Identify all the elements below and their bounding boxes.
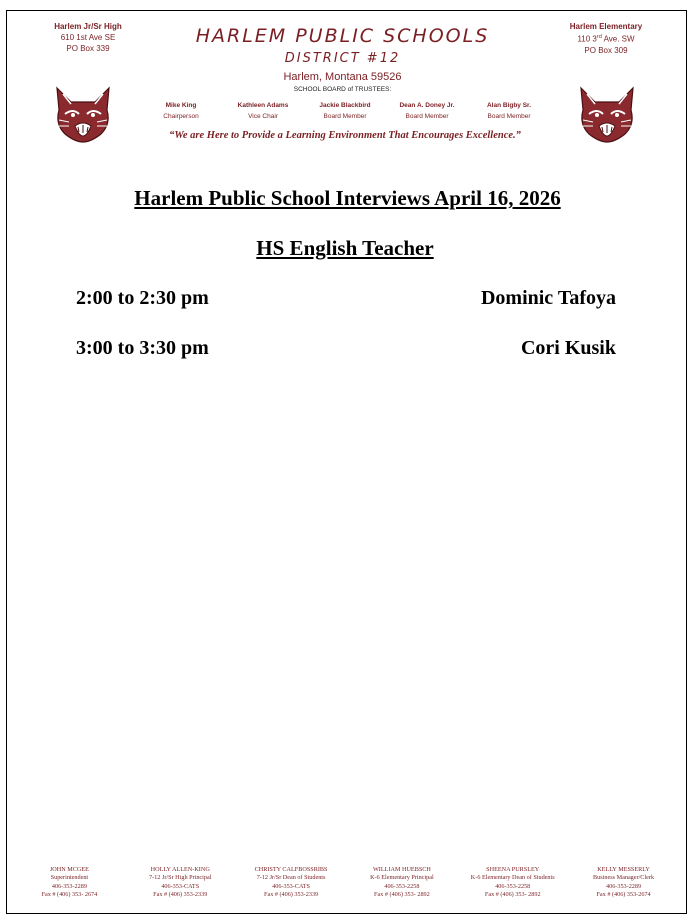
staff-phone: 406-353-2258 (495, 882, 531, 890)
trustee-role: Board Member (487, 113, 531, 120)
candidate-name: Cori Kusik (520, 337, 616, 359)
staff-phone: 406-353-2258 (384, 882, 420, 890)
trustee-name: Alan Bigby Sr. (486, 102, 532, 109)
staff-fax: Fax # (406) 353- 2674 (41, 891, 98, 899)
trustee-role: Chairperson (163, 113, 199, 120)
staff-contact (457, 866, 568, 900)
trustee-role: Board Member (405, 113, 449, 120)
staff-phone: 406-353-CATS (161, 882, 200, 890)
staff-fax: Fax # (406) 353- 2892 (484, 891, 541, 899)
staff-footer (14, 866, 679, 900)
interview-slot (76, 337, 616, 360)
interview-slot (76, 287, 616, 310)
staff-title: Business Manager/Clerk (593, 874, 655, 882)
trustee-name: Jackie Blackbird (319, 102, 371, 109)
staff-phone: 406-353-CATS (272, 882, 310, 890)
staff-fax: Fax # (406) 353-2339 (153, 891, 208, 899)
trustee-item (468, 100, 550, 122)
staff-contact (125, 866, 236, 900)
trustee-name: Mike King (165, 102, 197, 109)
school-motto: “We are Here to Provide a Learning Environment That Encourages Excellence.” (169, 130, 521, 141)
staff-name: JOHN MCGEE (49, 866, 89, 873)
candidate-name: Dominic Tafoya (480, 287, 616, 309)
staff-name: SHEENA PURSLEY (486, 866, 540, 873)
trustee-name: Dean A. Doney Jr. (399, 102, 455, 109)
staff-phone: 406-353-2289 (51, 882, 87, 890)
elementary-address (546, 21, 666, 56)
trustee-item (304, 100, 386, 122)
elementary-name: Harlem Elementary (569, 22, 643, 31)
jr-sr-high-name: Harlem Jr/Sr High (54, 22, 122, 31)
elementary-pobox: PO Box 309 (584, 45, 628, 55)
trustee-role: Board Member (323, 113, 367, 120)
trustee-name: Kathleen Adams (237, 102, 289, 109)
staff-title: 7-12 Jr/Sr Dean of Students (256, 874, 326, 882)
board-label: SCHOOL BOARD of TRUSTEES: (293, 86, 392, 93)
staff-name: CHRISTY CALFBOSSRIBS (254, 866, 328, 873)
staff-contact (14, 866, 125, 900)
jr-sr-high-pobox: PO Box 339 (66, 44, 110, 53)
staff-title: K-6 Elementary Principal (370, 874, 434, 882)
trustee-item (140, 100, 222, 122)
interview-time: 2:00 to 2:30 pm (76, 287, 209, 309)
staff-title: 7-12 Jr/Sr High Principal (149, 874, 212, 882)
wildcat-mascot-icon (575, 80, 639, 144)
staff-contact (236, 866, 347, 900)
trustee-role: Vice Chair (248, 113, 278, 120)
city-label: Harlem, Montana 59526 (283, 71, 402, 83)
staff-fax: Fax # (406) 353-2339 (264, 891, 319, 899)
staff-name: KELLY MESSERLY (597, 866, 650, 873)
jr-sr-high-address (28, 21, 148, 54)
wildcat-mascot-icon (51, 80, 115, 144)
district-label: DISTRICT #12 (284, 51, 401, 66)
trustee-item (386, 100, 468, 122)
staff-fax: Fax # (406) 353-2674 (596, 891, 651, 899)
jr-sr-high-street: 610 1st Ave SE (60, 33, 116, 42)
position-title: HS English Teacher (256, 236, 434, 260)
interview-time: 3:00 to 3:30 pm (76, 337, 209, 359)
staff-contact (568, 866, 679, 900)
staff-phone: 406-353-2289 (606, 882, 642, 890)
trustee-item (222, 100, 304, 122)
staff-title: Superintendent (50, 874, 89, 882)
staff-contact (346, 866, 457, 900)
trustee-list (140, 100, 550, 122)
staff-fax: Fax # (406) 353- 2892 (374, 891, 430, 899)
staff-name: HOLLY ALLEN-KING (150, 866, 210, 873)
elementary-street: 110 3rd Ave. SW (577, 34, 635, 44)
staff-name: WILLIAM HUEBSCH (372, 866, 431, 873)
staff-title: K-6 Elementary Dean of Students (470, 874, 555, 882)
document-title: Harlem Public School Interviews April 16, 2026 (134, 186, 561, 210)
letterhead-page (6, 10, 687, 914)
school-title: HARLEM PUBLIC SCHOOLS (195, 25, 490, 47)
